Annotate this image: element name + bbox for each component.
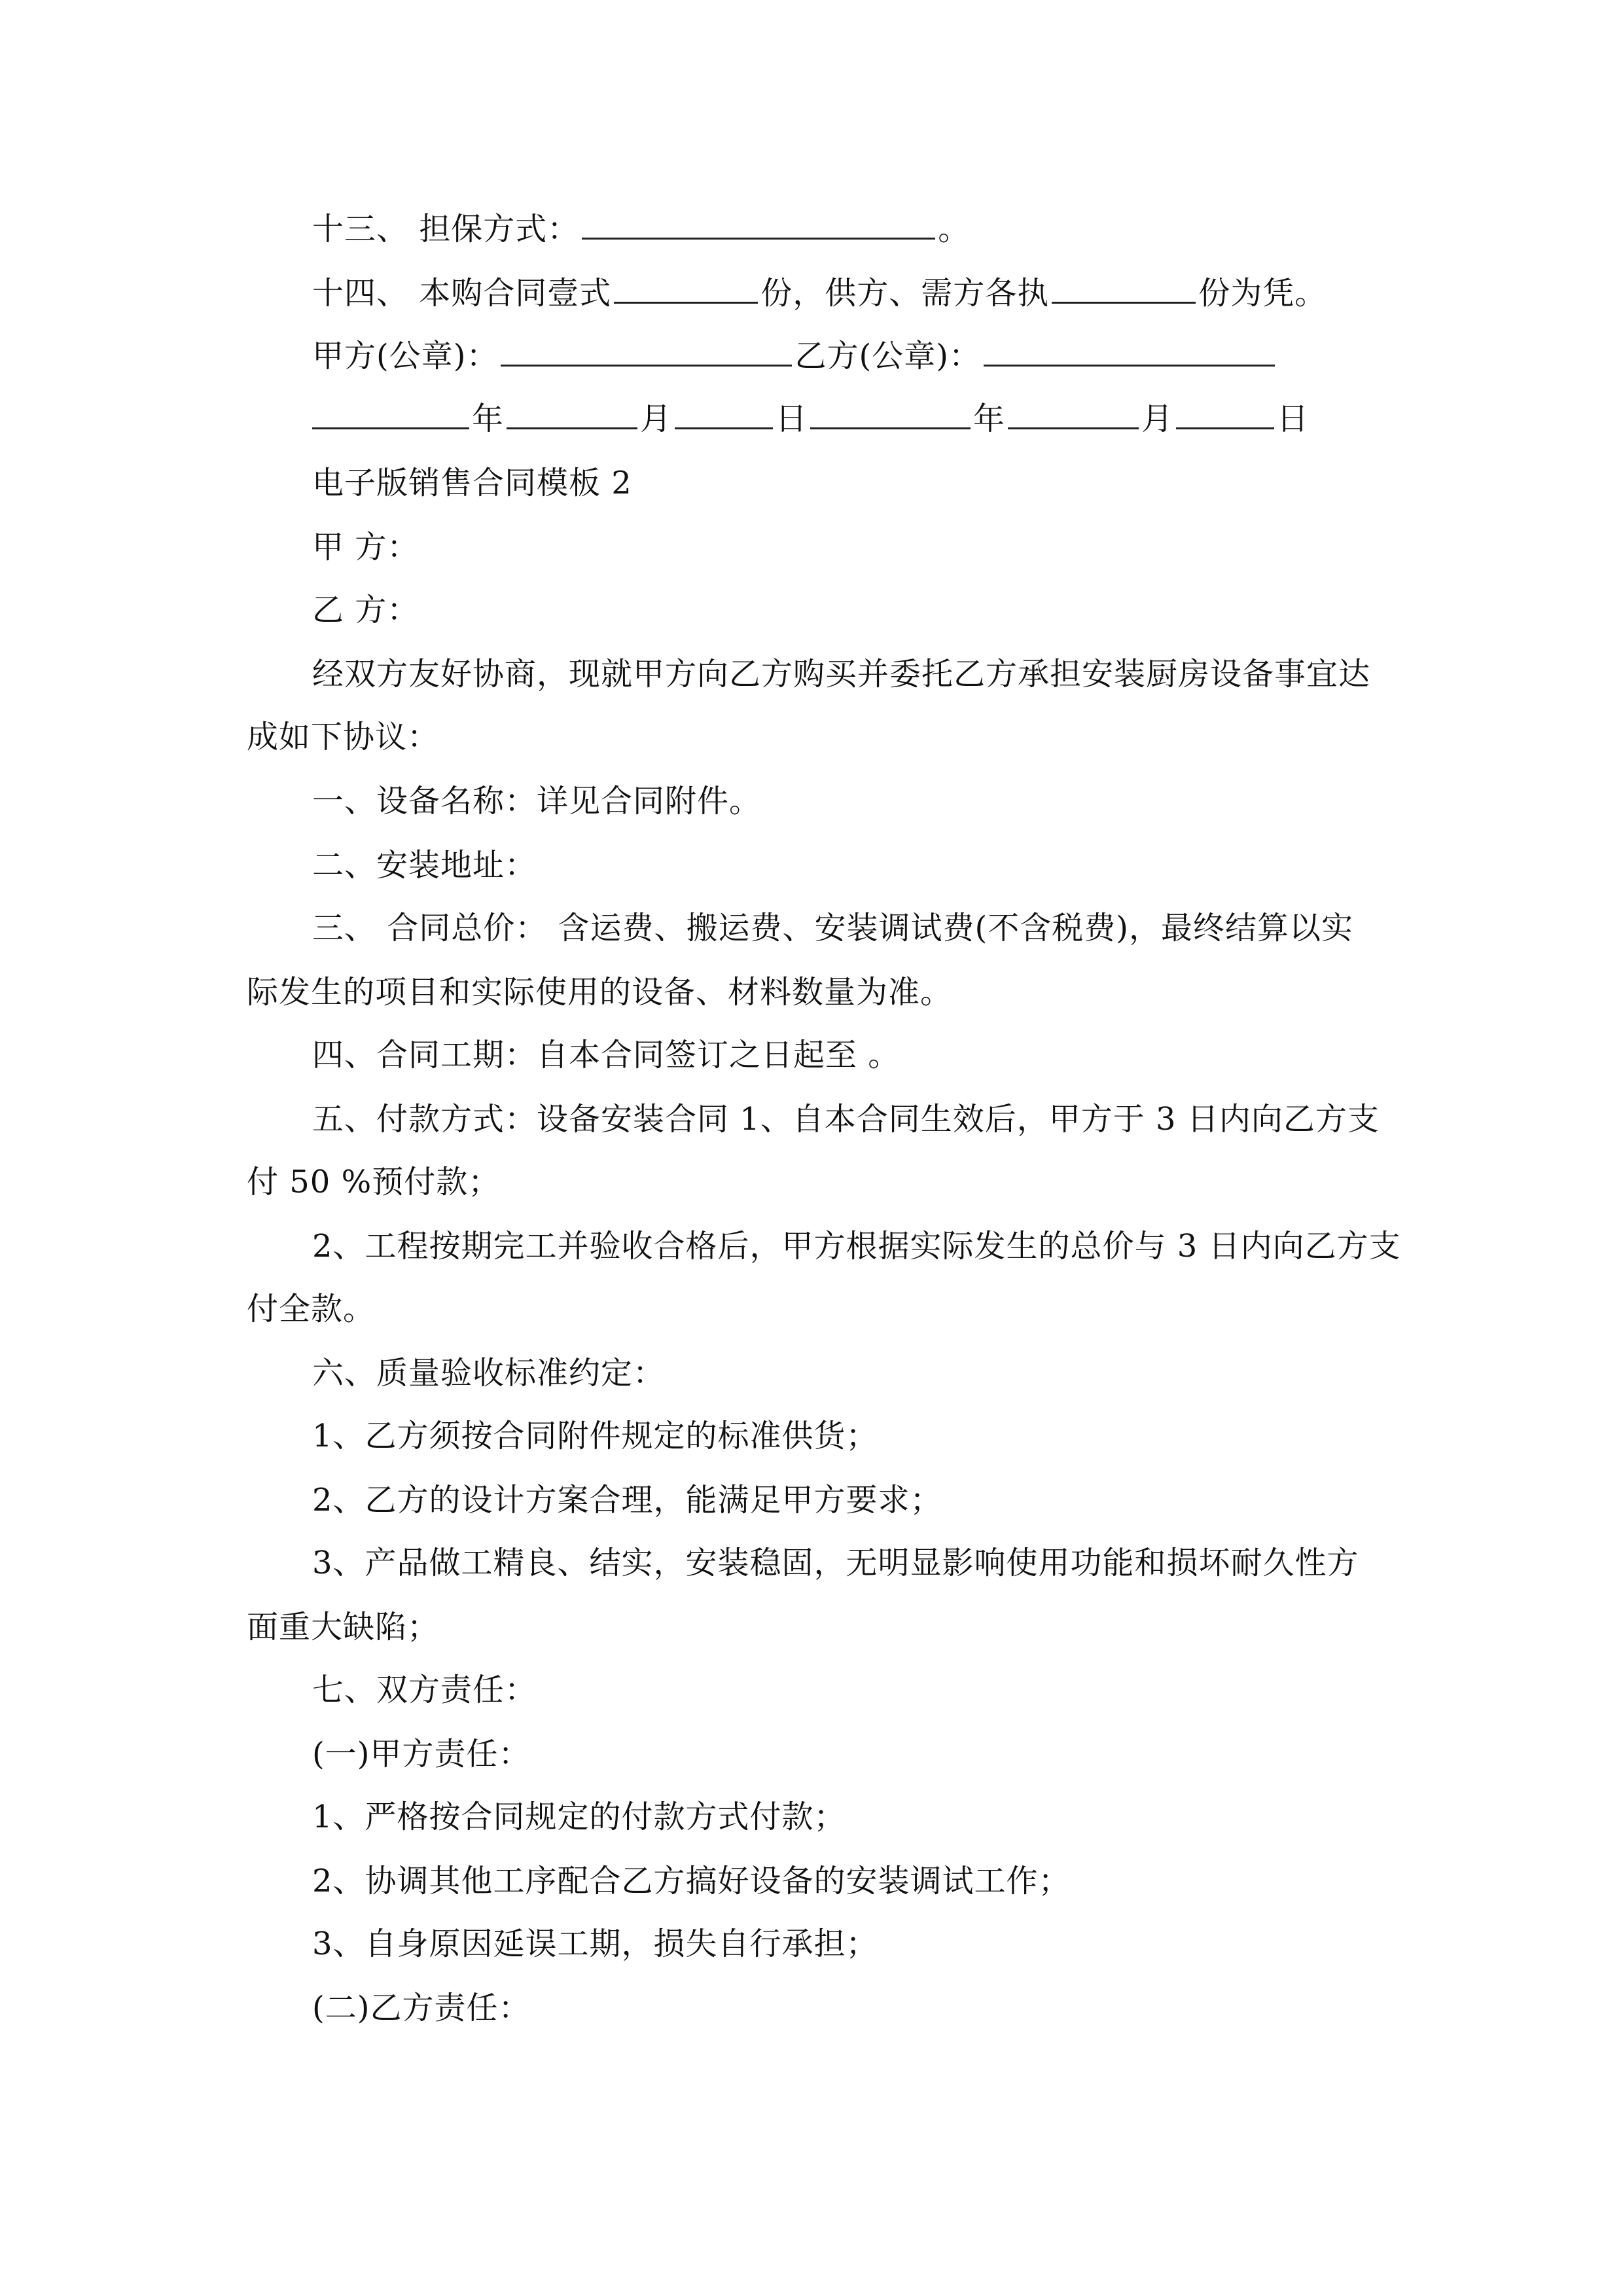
party-b-month-label: 月 (1141, 401, 1174, 437)
clause-13 (312, 211, 1444, 250)
clause-2: 二、安装地址： (312, 847, 537, 884)
clause-4: 四、合同工期：自本合同签订之日起至 。 (312, 1037, 901, 1073)
date-line (312, 401, 1444, 440)
party-b-seal-blank (984, 338, 1275, 367)
party-a-month-blank (507, 401, 637, 429)
intro-line-2: 成如下协议： (247, 719, 440, 755)
clause-6-item-2: 2、乙方的设计方案合理，能满足甲方要求； (312, 1482, 942, 1518)
clause-5-line-1: 五、付款方式：设备安装合同 1、自本合同生效后，甲方于 3 日内向乙方支 (312, 1101, 1380, 1138)
copies-each-blank (1052, 276, 1196, 304)
clause-14 (312, 275, 1444, 314)
clause-5b-line-1: 2、工程按期完工并验收合格后，甲方根据实际发生的总价与 3 日内向乙方支 (312, 1228, 1401, 1265)
clause-14-part-b: 份，供方、需方各执 (760, 275, 1050, 312)
clause-1: 一、设备名称：详见合同附件。 (312, 783, 762, 819)
party-a-seal-label: 甲方(公章)： (312, 338, 499, 374)
party-b-day-label: 日 (1277, 401, 1310, 437)
party-a-duty-1: 1、严格按合同规定的付款方式付款； (312, 1799, 846, 1835)
signature-line (312, 338, 1444, 377)
party-b-year-blank (810, 401, 971, 429)
party-a-duties-heading: (一)甲方责任： (312, 1736, 531, 1772)
party-a-duty-3: 3、自身原因延误工期，损失自行承担； (312, 1926, 878, 1962)
party-a-day-blank (675, 401, 773, 429)
copies-total-blank (614, 276, 758, 304)
clause-6: 六、质量验收标准约定： (312, 1355, 666, 1391)
party-a-year-blank (312, 401, 469, 429)
clause-6-item-3-line-2: 面重大缺陷； (247, 1609, 440, 1645)
party-b-year-label: 年 (973, 401, 1006, 437)
contract-title-2: 电子版销售合同模板 2 (312, 465, 632, 501)
party-a-duty-2: 2、协调其他工序配合乙方搞好设备的安装调试工作； (312, 1863, 1071, 1899)
party-a-day-label: 日 (776, 401, 808, 437)
clause-13-label: 十三、 担保方式： (312, 211, 580, 247)
intro-line-1: 经双方友好协商，现就甲方向乙方购买并委托乙方承担安装厨房设备事宜达 (312, 656, 1371, 692)
clause-6-item-1: 1、乙方须按合同附件规定的标准供货； (312, 1418, 878, 1454)
party-b-duties-heading: (二)乙方责任： (312, 1990, 531, 2026)
clause-13-end: 。 (938, 211, 971, 247)
party-a-seal-blank (501, 338, 792, 367)
party-b-seal-label: 乙方(公章)： (794, 338, 981, 374)
clause-14-part-c: 份为凭。 (1198, 275, 1327, 312)
clause-14-part-a: 十四、 本购合同壹式 (312, 275, 612, 312)
party-b-month-blank (1008, 401, 1139, 429)
clause-5-line-2: 付 50 %预付款； (247, 1164, 501, 1200)
clause-6-item-3-line-1: 3、产品做工精良、结实，安装稳固，无明显影响使用功能和损坏耐久性方 (312, 1545, 1359, 1581)
clause-3-line-2: 际发生的项目和实际使用的设备、材料数量为准。 (247, 974, 953, 1011)
party-b-line: 乙 方： (312, 592, 419, 628)
clause-3-line-1: 三、 合同总价： 含运费、搬运费、安装调试费(不含税费)，最终结算以实 (312, 910, 1353, 946)
party-a-line: 甲 方： (312, 529, 419, 565)
party-a-month-label: 月 (640, 401, 673, 437)
clause-5b-line-2: 付全款。 (247, 1291, 376, 1327)
party-a-year-label: 年 (472, 401, 505, 437)
clause-7: 七、双方责任： (312, 1672, 537, 1708)
party-b-day-blank (1176, 401, 1274, 429)
guarantee-blank (582, 211, 935, 240)
